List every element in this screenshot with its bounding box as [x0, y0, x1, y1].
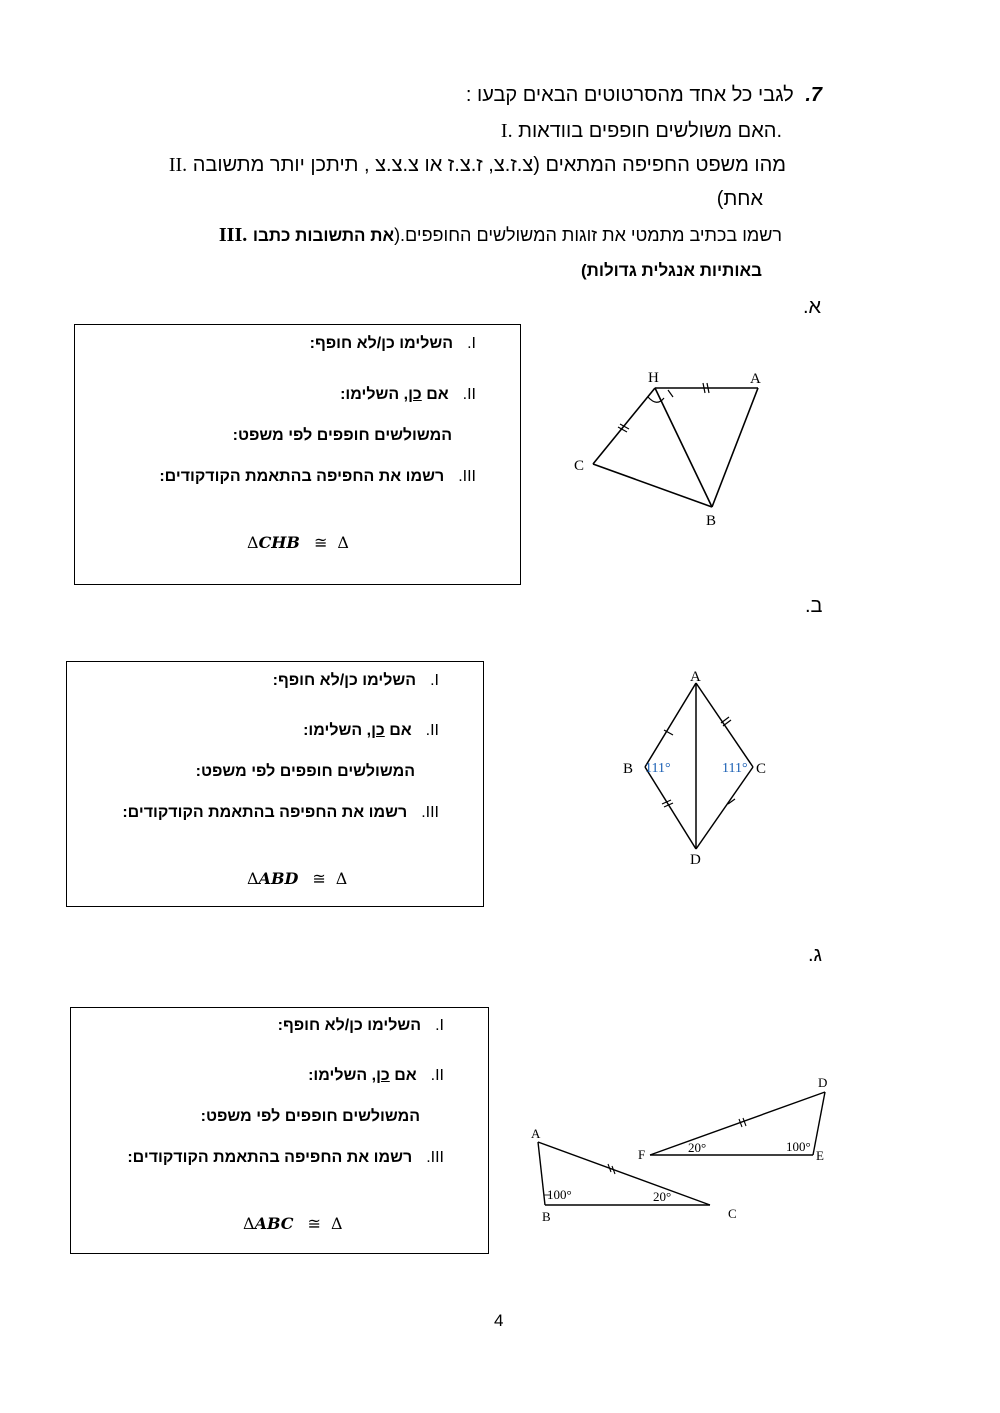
vertex-label: A [750, 371, 761, 387]
delta-symbol-blank: Δ [330, 1214, 343, 1233]
box-row-i [310, 335, 476, 353]
answer-box-a [74, 324, 521, 585]
box-row-iii [122, 804, 439, 822]
vertex-label: A [690, 669, 701, 685]
tick-fd [739, 1118, 746, 1127]
question-item-2 [169, 154, 792, 177]
congruence-statement [247, 869, 347, 888]
item-text-3b: באותיות אנגלית גדולות) [580, 261, 762, 280]
row-text-prefix: אם [384, 722, 412, 739]
question-intro-text: לגבי כל אחד מהסרטוטים הבאים קבעו : [465, 84, 794, 106]
row-text: רשמו את החפיפה בהתאמת הקודקודים: [127, 1149, 413, 1166]
row-roman: II. [462, 386, 476, 403]
segment-ab [645, 683, 696, 767]
row-text-yes: כן [376, 1067, 390, 1084]
answer-box-b [66, 661, 484, 907]
row-roman: III. [421, 804, 439, 821]
section-label-c: ג. [808, 944, 823, 966]
angle-label-c: 111° [722, 761, 748, 776]
row-roman: I. [430, 672, 439, 689]
box-row-ii [308, 1067, 444, 1085]
row-text-prefix: אם [421, 386, 449, 403]
item-text-2b: אחת) [716, 188, 763, 210]
row-roman: II. [430, 1067, 444, 1084]
box-row-iii [127, 1149, 444, 1167]
box-row-i [278, 1017, 444, 1035]
congruence-statement [243, 1214, 343, 1233]
row-text: השלימו כן/לא חופף: [277, 1017, 422, 1034]
row-text: רשמו את החפיפה בהתאמת הקודקודים: [159, 468, 445, 485]
question-intro [466, 84, 822, 107]
figure-c [520, 1070, 840, 1230]
congruent-symbol: ≅ [307, 1214, 321, 1233]
item-roman-3: III. [218, 224, 248, 246]
vertex-label: B [623, 761, 634, 777]
row-roman: III. [458, 468, 476, 485]
angle-label-f: 20° [688, 1140, 707, 1155]
item-text-2a: מהו משפט החפיפה המתאים (צ.ז.צ, ז.צ.ז או צ.צ.צ , תיתכן יותר מתשובה [192, 154, 786, 176]
page-number: 4 [494, 1311, 504, 1330]
box-row-iii [159, 468, 476, 486]
vertex-label: B [706, 513, 717, 529]
question-number: 7. [805, 84, 822, 106]
congruent-symbol: ≅ [313, 533, 328, 552]
angle-label-e: 100° [786, 1139, 811, 1154]
congruence-statement [247, 533, 349, 552]
row-text-prefix: אם [389, 1067, 417, 1084]
row-text-suffix: , השלימו: [340, 386, 409, 403]
item-text-3a: רשמו בכתיב מתמטי את זוגות המשולשים החופפים.( [394, 225, 782, 245]
row-text: השלימו כן/לא חופף: [309, 335, 454, 352]
question-item-2-cont [717, 188, 763, 211]
row-text-suffix: , השלימו: [308, 1067, 377, 1084]
question-item-1 [501, 120, 792, 143]
answer-box-c [70, 1007, 489, 1254]
delta-symbol: Δ [247, 869, 259, 888]
section-label-a: א. [803, 296, 822, 318]
item-roman-1: I. [500, 120, 513, 142]
segment-bd [645, 767, 696, 849]
segment-de [813, 1092, 825, 1155]
section-label-b: ב. [805, 595, 823, 617]
box-row-ii-sub: המשולשים חופפים לפי משפט: [195, 763, 415, 780]
vertex-label: F [638, 1147, 646, 1162]
row-text-yes: כן [408, 386, 422, 403]
vertex-label: C [574, 458, 585, 474]
triangle-name: ABC [254, 1214, 294, 1233]
box-row-i [273, 672, 439, 690]
vertex-label: A [531, 1126, 541, 1141]
row-roman: I. [467, 335, 476, 352]
row-roman: II. [425, 722, 439, 739]
delta-symbol: Δ [247, 533, 259, 552]
item-roman-2: II. [168, 154, 188, 176]
figure-b [610, 665, 780, 870]
item-text-3-bold: את התשובות כתבו [252, 226, 395, 245]
angle-label-b: 100° [547, 1187, 572, 1202]
box-row-ii [303, 722, 439, 740]
row-text: רשמו את החפיפה בהתאמת הקודקודים: [122, 804, 408, 821]
vertex-label: E [816, 1148, 824, 1163]
delta-symbol: Δ [243, 1214, 255, 1233]
row-roman: I. [435, 1017, 444, 1034]
vertex-label: H [648, 370, 659, 386]
vertex-label: D [818, 1075, 828, 1090]
row-text-suffix: , השלימו: [303, 722, 372, 739]
vertex-label: B [542, 1209, 551, 1224]
vertex-label: C [728, 1206, 737, 1221]
box-row-ii-sub: המשולשים חופפים לפי משפט: [232, 427, 452, 444]
triangle-name: ABD [258, 869, 299, 888]
box-row-ii [340, 386, 476, 404]
segment-cd [696, 767, 753, 849]
row-text: השלימו כן/לא חופף: [272, 672, 417, 689]
row-roman: III. [426, 1149, 444, 1166]
box-row-ii-sub: המשולשים חופפים לפי משפט: [200, 1108, 420, 1125]
triangle-name: CHB [258, 533, 300, 552]
figure-a [560, 360, 780, 535]
segment-ab [538, 1142, 545, 1205]
question-item-3-cont [581, 259, 762, 282]
tick-ac [721, 717, 731, 726]
angle-label-c: 20° [653, 1189, 672, 1204]
vertex-label: D [690, 852, 701, 868]
congruent-symbol: ≅ [312, 869, 326, 888]
vertex-label: C [756, 761, 767, 777]
question-item-3 [219, 224, 792, 247]
angle-label-b: 111° [645, 761, 671, 776]
row-text-yes: כן [371, 722, 385, 739]
delta-symbol-blank: Δ [337, 533, 349, 552]
segment-ab [712, 388, 758, 507]
item-text-1: האם משולשים חופפים בוודאות. [518, 120, 782, 142]
delta-symbol-blank: Δ [335, 869, 348, 888]
